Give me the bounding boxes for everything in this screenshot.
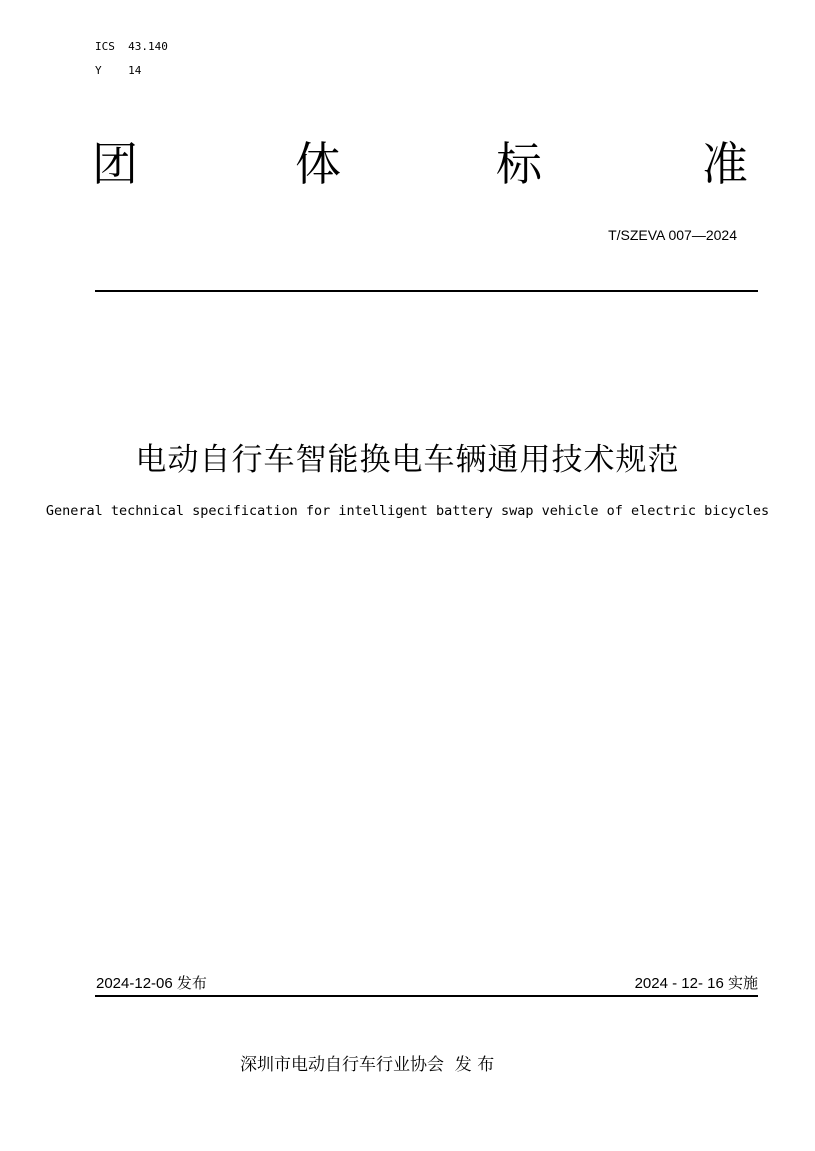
standard-type-char-2: 体	[295, 137, 341, 191]
standard-type-char-4: 准	[702, 137, 748, 191]
standard-type-char-3: 标	[496, 137, 542, 191]
release-date: 2024-12-06 发布	[96, 975, 207, 992]
implementation-date: 2024 - 12- 16 实施	[634, 975, 758, 992]
bottom-divider	[95, 995, 758, 997]
ccs-code: Y 14	[95, 64, 142, 77]
title-chinese: 电动自行车智能换电车辆通用技术规范	[135, 442, 680, 478]
ics-code: ICS 43.140	[95, 40, 168, 53]
standard-type-char-1: 团	[92, 137, 138, 191]
title-english: General technical specification for intelligent battery swap vehicle of electric bicycles	[45, 503, 770, 519]
standard-number: T/SZEVA 007—2024	[608, 227, 737, 243]
publisher: 深圳市电动自行车行业协会 发 布	[240, 1055, 495, 1075]
top-divider	[95, 290, 758, 292]
